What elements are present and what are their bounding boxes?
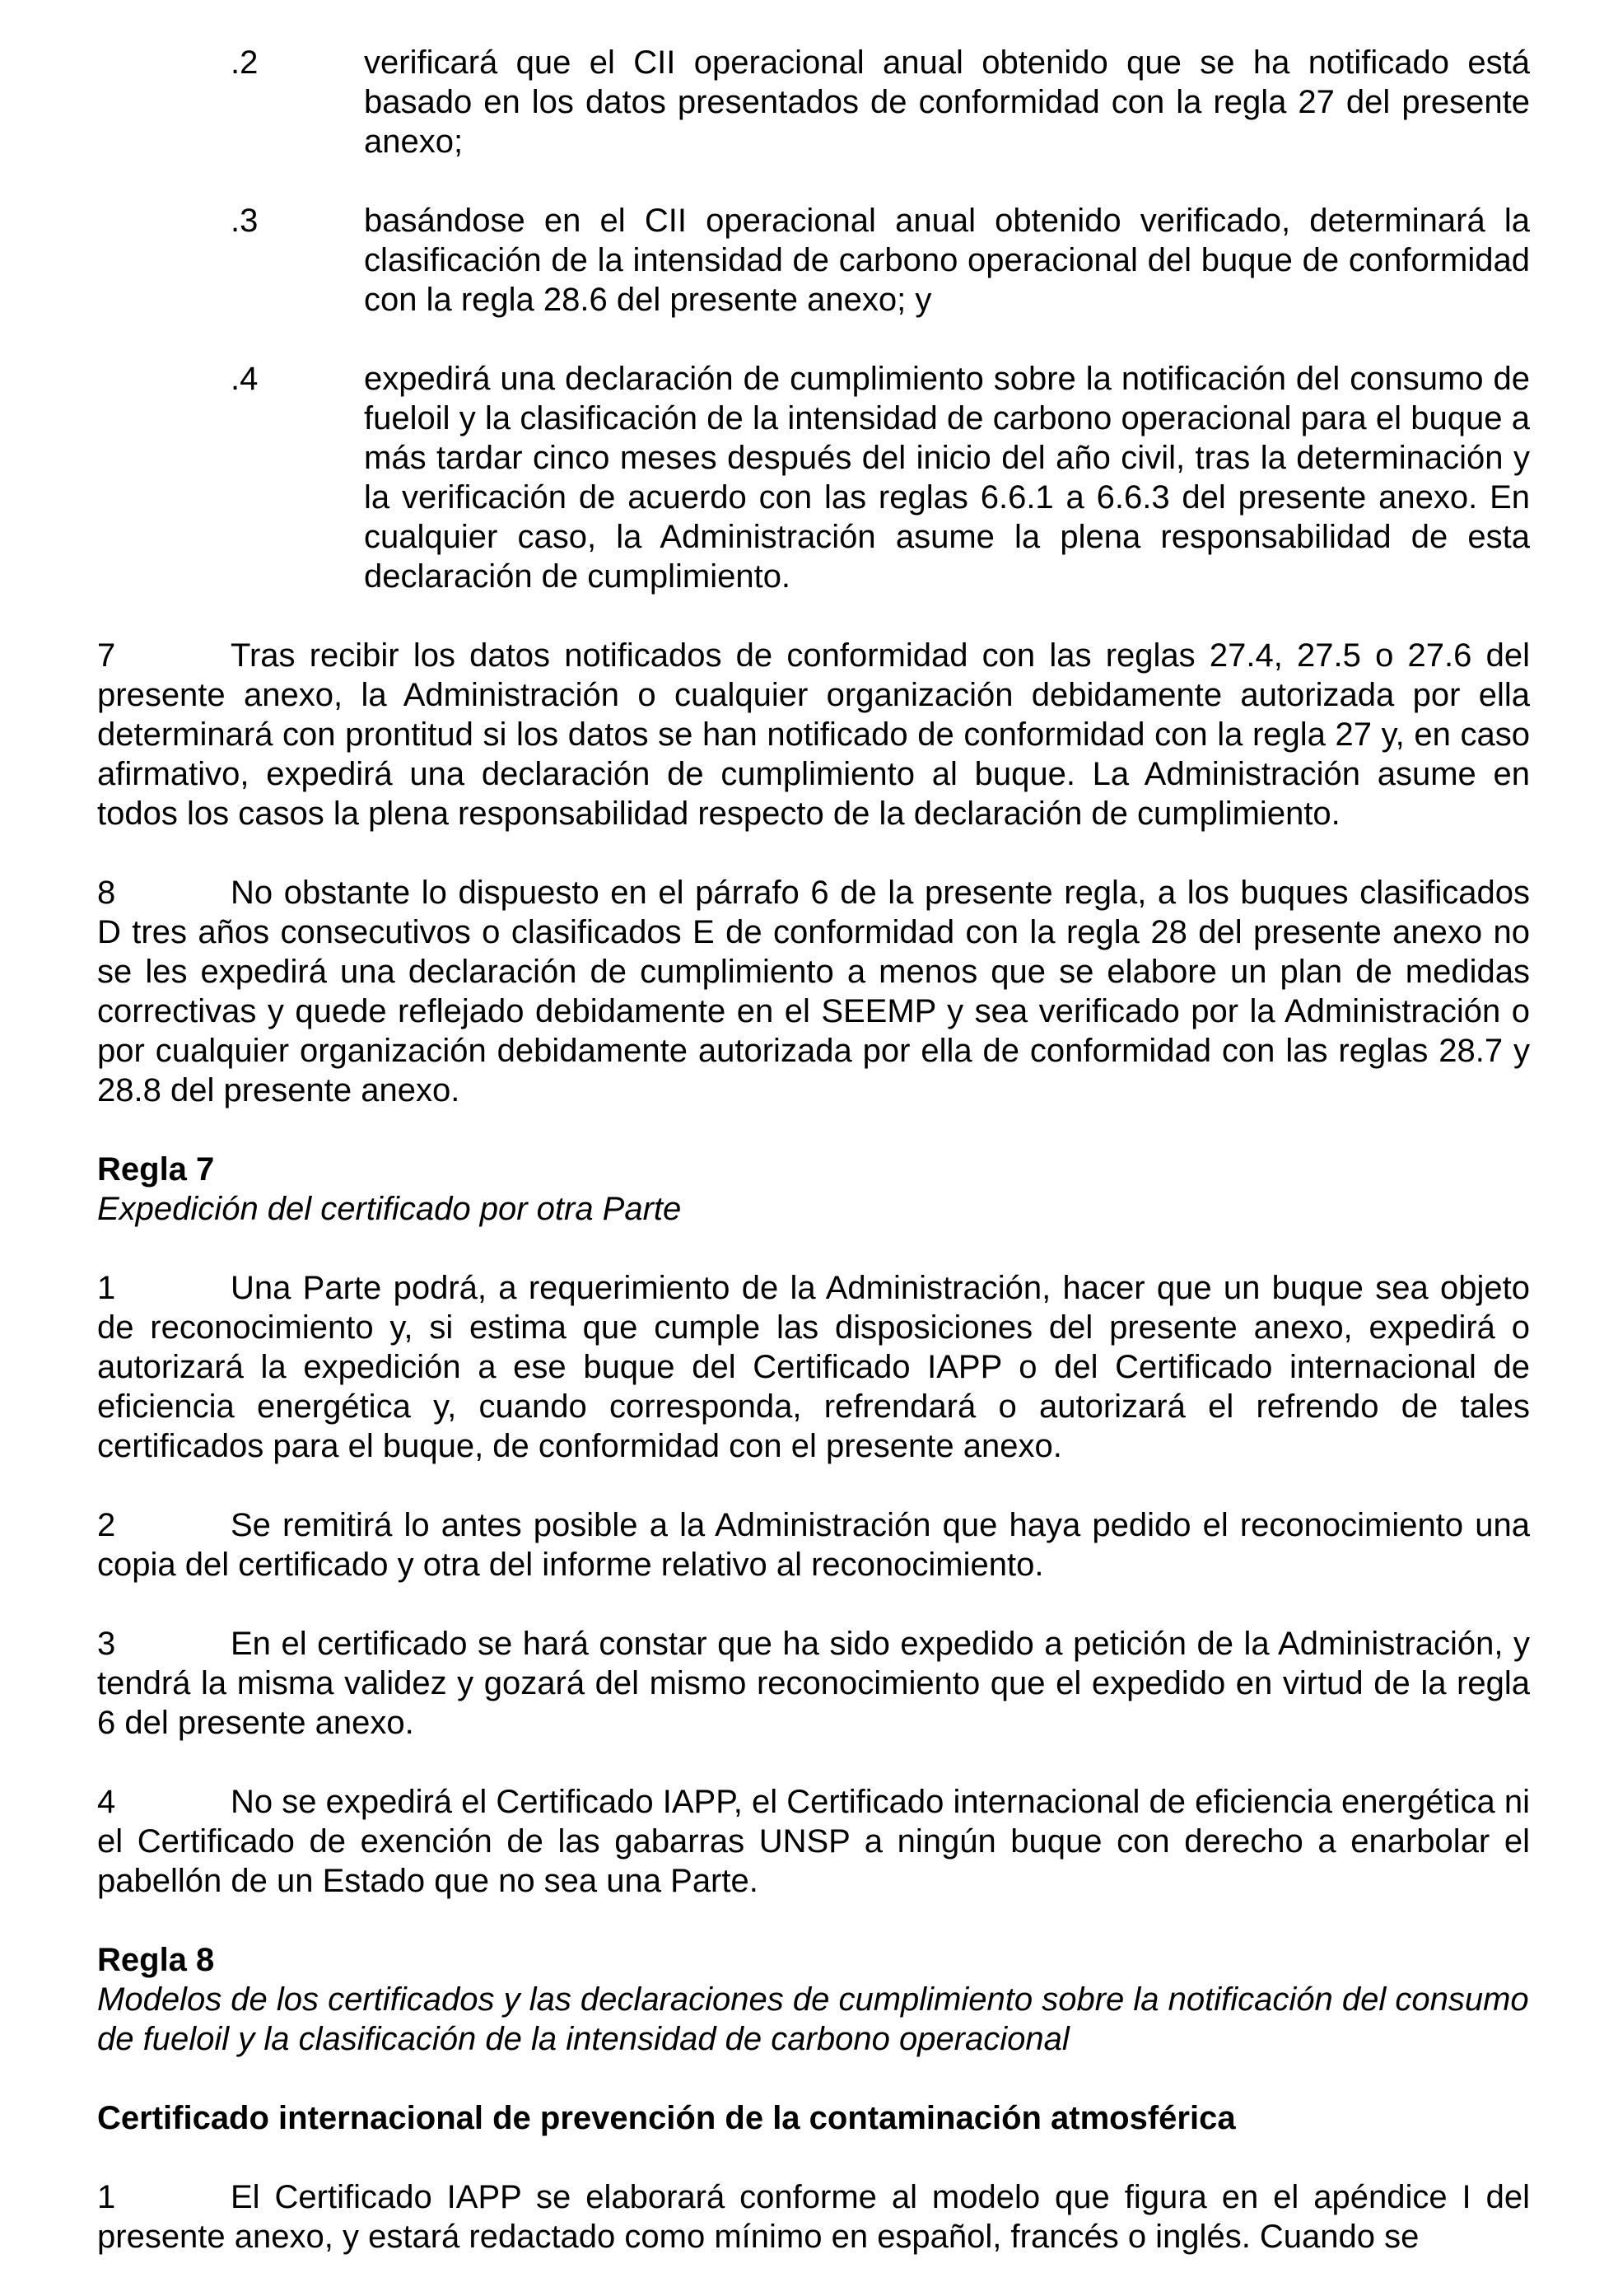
paragraph — [97, 2177, 1530, 2256]
rule-title: Regla 8 — [97, 1942, 215, 1978]
paragraph-text: No se expedirá el Certificado IAPP, el Certificado internacional de eficiencia energética ni el Certificado de exención de las gabarras UNSP a ningún buque con derecho a enarbolar el pabellón de un Estado que no sea una Parte. — [97, 1784, 1530, 1899]
paragraph — [97, 1782, 1530, 1901]
subitem — [97, 201, 1530, 320]
subitem-text: verificará que el CII operacional anual obtenido que se ha notificado está basado en los datos presentados de conformidad con la regla 27 del presente anexo; — [364, 44, 1530, 160]
paragraph — [97, 1268, 1530, 1466]
paragraph — [97, 1624, 1530, 1743]
subitem — [97, 359, 1530, 596]
paragraph-number: 7 — [97, 637, 116, 674]
paragraph-number: 4 — [97, 1784, 116, 1820]
subitem-text: expedirá una declaración de cumplimiento sobre la notificación del consumo de fueloil y la clasificación de la intensidad de carbono operacional para el buque a más tardar cinco meses después del inicio del año civil, tras la determinación y la verificación de acuerdo con las reglas 6.6.1 a 6.6.3 del presente anexo. En cualquier caso, la Administración asume la plena responsabilidad de esta declaración de cumplimiento. — [364, 361, 1530, 595]
paragraph-text: Tras recibir los datos notificados de conformidad con las reglas 27.4, 27.5 o 27.6 del presente anexo, la Administración o cualquier organización debidamente autorizada por ella determinará con prontitud si los datos se han notificado de conformidad con la regla 27 y, en caso afirmativo, expedirá una declaración de cumplimiento al buque. La Administración asume en todos los casos la plena responsabilidad respecto de la declaración de cumplimiento. — [97, 637, 1530, 832]
paragraph-number: 3 — [97, 1626, 116, 1662]
subitem-number: .4 — [231, 361, 259, 397]
section-heading: Certificado internacional de prevención de la contaminación atmosférica — [97, 2100, 1236, 2136]
paragraph-text: Se remitirá lo antes posible a la Administración que haya pedido el reconocimiento una copia del certificado y otra del informe relativo al reconocimiento. — [97, 1507, 1530, 1583]
rule-subtitle: Expedición del certificado por otra Parte — [97, 1191, 682, 1227]
paragraph-number: 8 — [97, 875, 116, 911]
paragraph — [97, 636, 1530, 833]
subitem-number: .3 — [231, 203, 259, 239]
subitem-text: basándose en el CII operacional anual obtenido verificado, determinará la clasificación de la intensidad de carbono operacional del buque de conformidad con la regla 28.6 del presente anexo; y — [364, 203, 1530, 318]
subitem — [97, 43, 1530, 161]
paragraph-text: En el certificado se hará constar que ha sido expedido a petición de la Administración, y tendrá la misma validez y gozará del mismo reconocimiento que el expedido en virtud de la regla 6 del presente anexo. — [97, 1626, 1530, 1741]
document-page — [97, 43, 1530, 2296]
paragraph — [97, 1505, 1530, 1584]
rule-title: Regla 7 — [97, 1151, 215, 1188]
paragraph — [97, 873, 1530, 1110]
rule-subtitle: Modelos de los certificados y las declaraciones de cumplimiento sobre la notificación del consumo de fueloil y la clasificación de la intensidad de carbono operacional — [97, 1981, 1529, 2057]
paragraph-number: 2 — [97, 1507, 116, 1543]
subitem-number: .2 — [231, 44, 259, 81]
paragraph-text: Una Parte podrá, a requerimiento de la Administración, hacer que un buque sea objeto de reconocimiento y, si estima que cumple las disposiciones del presente anexo, expedirá o autorizará la expedición a ese buque del Certificado IAPP o del Certificado internacional de eficiencia energética y, cuando corresponda, refrendará o autorizará el refrendo de tales certificados para el buque, de conformidad con el presente anexo. — [97, 1270, 1530, 1464]
paragraph-text: El Certificado IAPP se elaborará conforme al modelo que figura en el apéndice I del presente anexo, y estará redactado como mínimo en español, francés o inglés. Cuando se — [97, 2179, 1530, 2255]
paragraph-number: 1 — [97, 2179, 116, 2215]
paragraph-number: 1 — [97, 1270, 116, 1306]
paragraph-text: No obstante lo dispuesto en el párrafo 6 de la presente regla, a los buques clasificados D tres años consecutivos o clasificados E de conformidad con la regla 28 del presente anexo no se les expedirá una declaración de cumplimiento a menos que se elabore un plan de medidas correctivas y quede reflejado debidamente en el SEEMP y sea verificado por la Administración o por cualquier organización debidamente autorizada por ella de conformidad con las reglas 28.7 y 28.8 del presente anexo. — [97, 875, 1530, 1108]
